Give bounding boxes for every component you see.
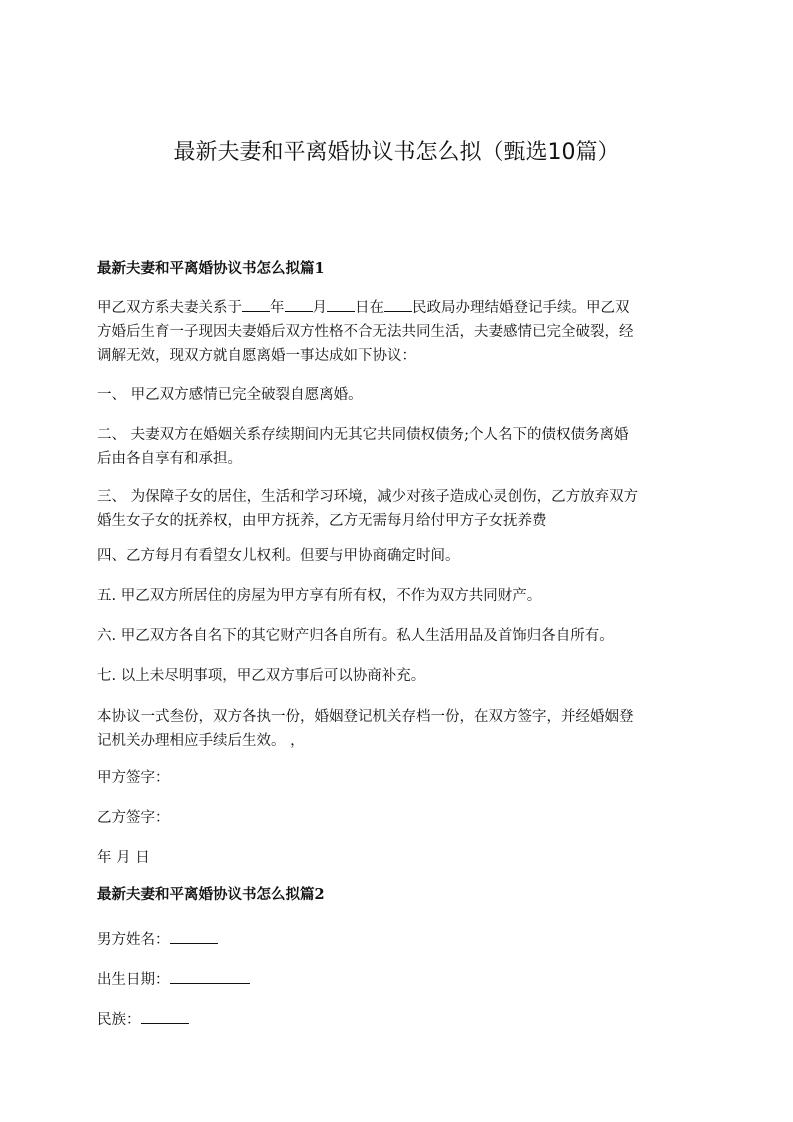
year-blank (242, 297, 270, 312)
day-blank (327, 297, 355, 312)
male-name-blank (170, 929, 218, 944)
intro-month-label: 月 (312, 300, 327, 316)
birth-date-field (97, 968, 707, 992)
intro-line-1 (97, 296, 707, 320)
closing-paragraph (97, 705, 707, 753)
intro-day-label: 日在 (355, 300, 384, 316)
ethnicity-blank (141, 1009, 189, 1024)
item-1: 一、 甲乙双方感情已完全破裂自愿离婚。 (97, 387, 363, 403)
intro-line-3: 调解无效，现双方就自愿离婚一事达成如下协议： (97, 348, 416, 364)
male-name-field (97, 928, 707, 952)
intro-year-label: 年 (270, 300, 285, 316)
intro-line-2: 方婚后生育一子现因夫妻婚后双方性格不合无法共同生活，夫妻感情已完全破裂，经 (97, 324, 634, 340)
signature-date: 年 月 日 (97, 850, 150, 866)
intro-text-1: 甲乙双方系夫妻关系于 (97, 300, 242, 316)
item-3-line-2: 婚生女子女的抚养权，由甲方抚养，乙方无需每月给付甲方子女抚养费 (97, 513, 547, 529)
item-2-line-1: 二、 夫妻双方在婚姻关系存续期间内无其它共同债权债务;个人名下的债权债务离婚 (97, 427, 629, 443)
birth-date-label: 出生日期： (97, 972, 170, 988)
party-b-signature: 乙方签字： (97, 810, 170, 826)
item-3 (97, 485, 707, 533)
month-blank (285, 297, 313, 312)
section-2-heading: 最新夫妻和平离婚协议书怎么拟篇2 (97, 886, 325, 903)
closing-line-2: 记机关办理相应手续后生效。 ， (97, 733, 305, 749)
item-7: 七. 以上未尽明事项，甲乙双方事后可以协商补充。 (97, 668, 426, 684)
item-6: 六. 甲乙双方各自名下的其它财产归各自所有。私人生活用品及首饰归各自所有。 (97, 628, 614, 644)
male-name-label: 男方姓名： (97, 932, 170, 948)
closing-line-1: 本协议一式叁份，双方各执一份，婚姻登记机关存档一份，在双方签字，并经婚姻登 (97, 709, 634, 725)
section-1-heading: 最新夫妻和平离婚协议书怎么拟篇1 (97, 260, 325, 277)
ethnicity-field (97, 1008, 707, 1032)
item-5: 五. 甲乙双方所居住的房屋为甲方享有所有权，不作为双方共同财产。 (97, 588, 542, 604)
ethnicity-label: 民族： (97, 1012, 141, 1028)
document-title: 最新夫妻和平离婚协议书怎么拟（甄选10篇） (173, 140, 620, 165)
section-1-intro (97, 296, 707, 368)
item-3-line-1: 三、 为保障子女的居住，生活和学习环境，减少对孩子造成心灵创伤，乙方放弃双方 (97, 489, 639, 505)
birth-date-blank (170, 969, 250, 984)
item-2-line-2: 后由各自享有和承担。 (97, 451, 242, 467)
bureau-blank (384, 297, 412, 312)
item-2 (97, 423, 707, 471)
intro-text-2: 民政局办理结婚登记手续。甲乙双 (412, 300, 630, 316)
item-4: 四、乙方每月有看望女儿权利。但要与甲协商确定时间。 (97, 548, 460, 564)
party-a-signature: 甲方签字： (97, 770, 170, 786)
